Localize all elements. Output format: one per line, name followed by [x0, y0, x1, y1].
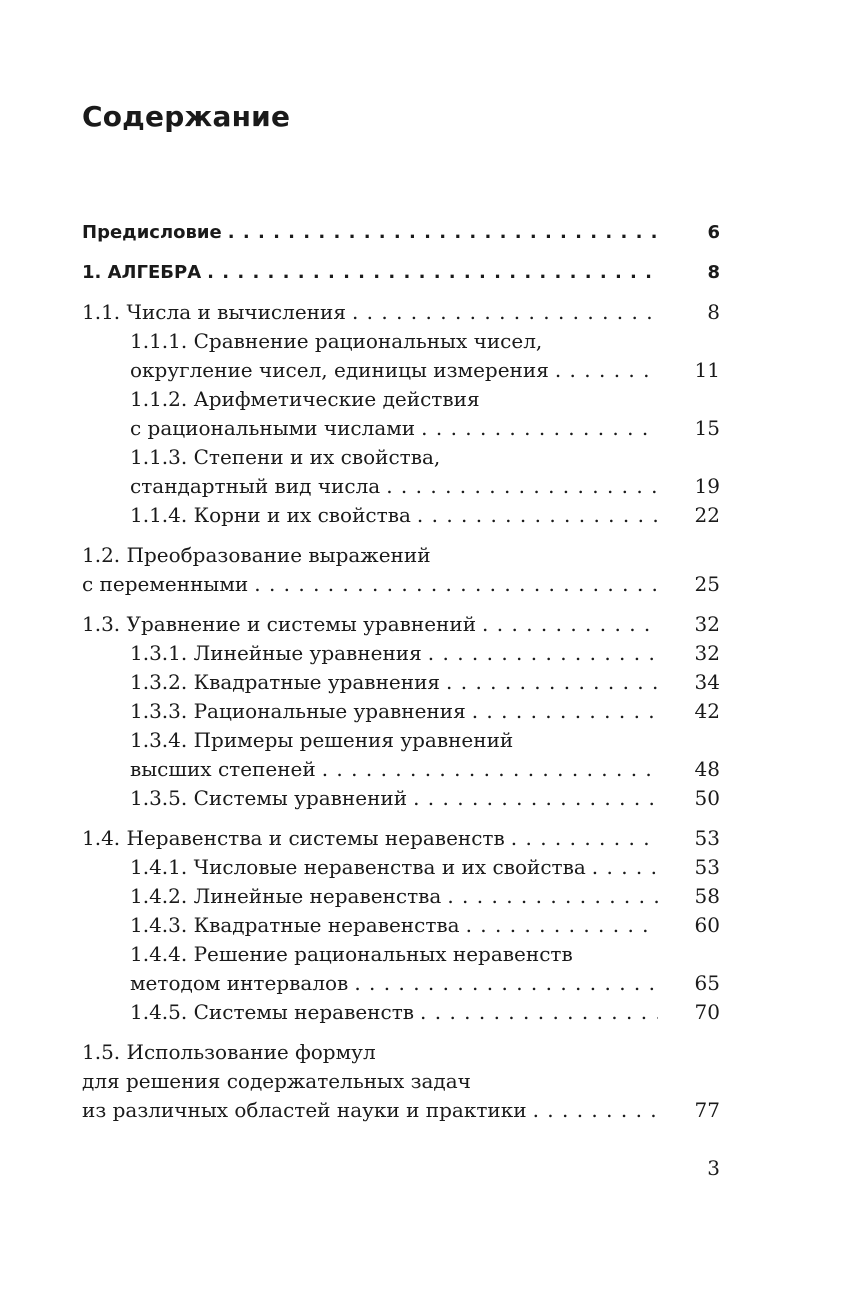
dot-leader: [254, 570, 658, 599]
toc-entry[interactable]: [82, 853, 720, 882]
toc-entry[interactable]: [82, 501, 720, 530]
dot-leader: [446, 668, 658, 697]
toc-entry-row: [82, 1096, 720, 1125]
toc-entry[interactable]: [82, 258, 720, 287]
toc-entry-row: [130, 882, 720, 911]
toc-entry-row: [82, 570, 720, 599]
toc-entry-row: [130, 668, 720, 697]
toc-entry-row: [130, 472, 720, 501]
dot-leader: [421, 414, 658, 443]
toc-entry[interactable]: [82, 610, 720, 639]
toc-entry[interactable]: [82, 882, 720, 911]
toc-section: [82, 541, 720, 599]
toc-entry-text: 1.1.3. Степени и их свойства,: [130, 445, 441, 469]
toc-entry-row: [130, 784, 720, 813]
toc-entry-row: [130, 414, 720, 443]
toc-entry[interactable]: [82, 998, 720, 1027]
toc-entry-text: Предисловие: [82, 222, 222, 243]
dot-leader: [386, 472, 658, 501]
toc-entry[interactable]: [82, 824, 720, 853]
toc-entry[interactable]: [82, 911, 720, 940]
dot-leader: [354, 969, 658, 998]
dot-leader: [592, 853, 658, 882]
toc-page-number: 19: [694, 474, 720, 498]
dot-leader: [447, 882, 658, 911]
toc-entry-text: 1.5. Использование формул: [82, 1040, 376, 1064]
toc-entry-text: 1.4.5. Системы неравенств: [130, 1000, 415, 1024]
toc-page-number: 8: [707, 262, 720, 283]
toc-entry-text: 1.1.2. Арифметические действия: [130, 387, 480, 411]
toc-entry-text: 1.4.3. Квадратные неравенства: [130, 913, 460, 937]
toc-entry-text: 1.4.2. Линейные неравенства: [130, 884, 442, 908]
toc-entry-text: 1.1.4. Корни и их свойства: [130, 503, 411, 527]
toc-page-number: 50: [694, 786, 720, 810]
toc-page-number: 65: [694, 971, 720, 995]
toc-page-number: 15: [694, 416, 720, 440]
toc-entry[interactable]: [82, 541, 720, 599]
toc-section: [82, 218, 720, 247]
toc-section: [82, 298, 720, 530]
toc-entry-text: с рациональными числами: [130, 416, 416, 440]
dot-leader: [420, 998, 658, 1027]
toc-entry-row: [130, 911, 720, 940]
toc-entry[interactable]: [82, 697, 720, 726]
toc-page-number: 48: [694, 757, 720, 781]
toc-entry[interactable]: [82, 218, 720, 247]
toc-entry-text: 1.4. Неравенства и системы неравенств: [82, 826, 505, 850]
toc-entry-text: для решения содержательных задач: [82, 1069, 471, 1093]
toc-page-number: 25: [694, 572, 720, 596]
toc-entry-row: [130, 697, 720, 726]
toc-page-number: 32: [694, 612, 720, 636]
toc-entry[interactable]: [82, 298, 720, 327]
toc-entry-text: 1.1.1. Сравнение рациональных чисел,: [130, 329, 543, 353]
toc-entry-text: 1.3.4. Примеры решения уравнений: [130, 728, 514, 752]
toc-entry-text: с переменными: [82, 572, 249, 596]
toc-entry[interactable]: [82, 1038, 720, 1125]
toc-page-number: 60: [694, 913, 720, 937]
dot-leader: [352, 298, 658, 327]
toc-page-number: 58: [694, 884, 720, 908]
toc-page-number: 8: [707, 300, 720, 324]
dot-leader: [228, 218, 658, 247]
toc-entry-text: 1.2. Преобразование выражений: [82, 543, 431, 567]
dot-leader: [466, 911, 658, 940]
toc-page-number: 22: [694, 503, 720, 527]
dot-leader: [555, 356, 658, 385]
toc-entry-row: [82, 610, 720, 639]
toc-page-number: 42: [694, 699, 720, 723]
toc-page-number: 53: [694, 826, 720, 850]
toc-entry-row: [130, 998, 720, 1027]
page-number: 3: [707, 1156, 720, 1180]
dot-leader: [511, 824, 658, 853]
dot-leader: [207, 258, 658, 287]
toc-section: [82, 824, 720, 1027]
toc-entry-row: [82, 218, 720, 247]
toc-entry-row: [130, 755, 720, 784]
toc-entry-row: [82, 824, 720, 853]
toc-page-number: 34: [694, 670, 720, 694]
toc-page-number: 70: [694, 1000, 720, 1024]
toc-page-number: 53: [694, 855, 720, 879]
toc-page-number: 6: [707, 222, 720, 243]
toc-entry-text: 1.3.5. Системы уравнений: [130, 786, 408, 810]
toc-entry-text: округление чисел, единицы измерения: [130, 358, 549, 382]
toc-entry-text: 1.3.3. Рациональные уравнения: [130, 699, 466, 723]
toc-entry-text: 1.3.1. Линейные уравнения: [130, 641, 422, 665]
dot-leader: [322, 755, 658, 784]
toc-entry-row: [130, 356, 720, 385]
dot-leader: [482, 610, 658, 639]
toc-section: [82, 610, 720, 813]
toc-entry-text: методом интервалов: [130, 971, 349, 995]
toc-entry-row: [130, 853, 720, 882]
toc-entry-text: стандартный вид числа: [130, 474, 381, 498]
toc-entry-row: [130, 639, 720, 668]
toc-entry[interactable]: [82, 385, 720, 443]
toc-entry[interactable]: [82, 327, 720, 385]
toc-entry-row: [130, 501, 720, 530]
dot-leader: [472, 697, 658, 726]
toc-entry[interactable]: [82, 940, 720, 998]
dot-leader: [413, 784, 658, 813]
toc-entry-row: [82, 258, 720, 287]
toc-entry[interactable]: [82, 443, 720, 501]
toc-page-number: 77: [694, 1098, 720, 1122]
table-of-contents: [82, 218, 720, 1125]
toc-entry-row: [130, 969, 720, 998]
toc-page-number: 11: [694, 358, 720, 382]
toc-entry-text: 1.1. Числа и вычисления: [82, 300, 346, 324]
toc-page-number: 32: [694, 641, 720, 665]
toc-entry-text: 1.3.2. Квадратные уравнения: [130, 670, 441, 694]
page-title: Содержание: [82, 100, 291, 133]
toc-entry-text: высших степеней: [130, 757, 316, 781]
toc-entry-text: из различных областей науки и практики: [82, 1098, 527, 1122]
toc-entry-text: 1.4.4. Решение рациональных неравенств: [130, 942, 573, 966]
dot-leader: [533, 1096, 658, 1125]
toc-entry[interactable]: [82, 668, 720, 697]
toc-entry[interactable]: [82, 784, 720, 813]
toc-entry[interactable]: [82, 639, 720, 668]
toc-entry[interactable]: [82, 726, 720, 784]
toc-entry-text: 1.3. Уравнение и системы уравнений: [82, 612, 477, 636]
toc-section: [82, 1038, 720, 1125]
dot-leader: [428, 639, 658, 668]
toc-entry-text: 1. АЛГЕБРА: [82, 262, 202, 283]
toc-section: [82, 258, 720, 287]
toc-entry-row: [82, 298, 720, 327]
toc-entry-text: 1.4.1. Числовые неравенства и их свойства: [130, 855, 586, 879]
dot-leader: [417, 501, 658, 530]
